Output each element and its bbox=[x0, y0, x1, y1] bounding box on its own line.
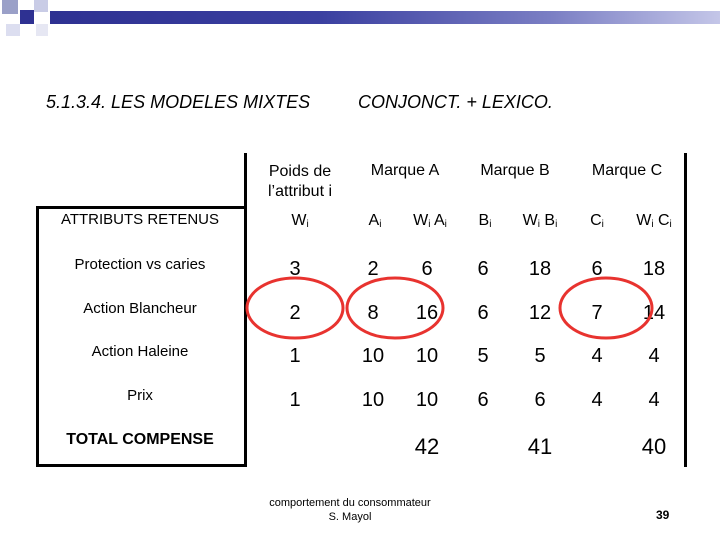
subheader-a-text: A bbox=[368, 212, 380, 229]
row-c: 7 bbox=[591, 302, 603, 324]
subheader-a-sub: i bbox=[379, 219, 382, 230]
row-w: 3 bbox=[289, 258, 301, 280]
subheader-wc-c-sub: i bbox=[669, 219, 672, 230]
total-c: 40 bbox=[641, 434, 667, 459]
row-label: Action Haleine bbox=[91, 343, 189, 360]
title-part2: CONJONCT. + LEXICO. bbox=[358, 92, 553, 112]
row-b: 6 bbox=[477, 258, 489, 280]
subheader-w-text: W bbox=[291, 212, 307, 229]
row-a: 10 bbox=[361, 389, 385, 411]
subheader-wa-a-sub: i bbox=[444, 219, 447, 230]
row-wb: 6 bbox=[534, 389, 546, 411]
subheader-b-sub: i bbox=[489, 219, 492, 230]
subheader-wa-w-sub: i bbox=[428, 219, 431, 230]
page-number: 39 bbox=[656, 508, 670, 522]
highlight-oval-marque-a bbox=[347, 278, 443, 338]
highlight-oval-poids bbox=[247, 278, 343, 338]
subheader-wa-a: A bbox=[430, 212, 445, 229]
subheader-wb-w-sub: i bbox=[537, 219, 540, 230]
subheader-c-text: C bbox=[590, 212, 602, 229]
header-marque-a: Marque A bbox=[370, 162, 440, 179]
row-wb: 5 bbox=[534, 345, 546, 367]
row-wb: 12 bbox=[528, 302, 552, 324]
row-wc: 14 bbox=[642, 302, 666, 324]
row-a: 8 bbox=[367, 302, 379, 324]
row-a: 2 bbox=[367, 258, 379, 280]
row-b: 5 bbox=[477, 345, 489, 367]
subheader-wc-w: W bbox=[636, 212, 652, 229]
row-a: 10 bbox=[361, 345, 385, 367]
header-marque-b: Marque B bbox=[480, 162, 550, 179]
header-marque-c: Marque C bbox=[591, 162, 663, 179]
row-w: 2 bbox=[289, 302, 301, 324]
highlight-oval-marque-c bbox=[560, 278, 652, 338]
row-label: Protection vs caries bbox=[74, 256, 206, 273]
slide-footer bbox=[240, 496, 460, 524]
header-poids-line1: Poids de bbox=[268, 163, 332, 180]
header-poids-line2: l’attribut i bbox=[267, 183, 333, 200]
row-wc: 4 bbox=[648, 345, 660, 367]
subheader-w-sub: i bbox=[306, 219, 309, 230]
subheader-wc-c: C bbox=[653, 212, 670, 229]
total-a: 42 bbox=[414, 434, 440, 459]
row-wb: 18 bbox=[528, 258, 552, 280]
row-c: 4 bbox=[591, 389, 603, 411]
footer-line1: comportement du consommateur bbox=[269, 497, 431, 509]
row-wa: 10 bbox=[415, 345, 439, 367]
subheader-wb-w: W bbox=[522, 212, 538, 229]
row-w: 1 bbox=[289, 345, 301, 367]
row-label: Action Blancheur bbox=[83, 300, 197, 317]
row-w: 1 bbox=[289, 389, 301, 411]
total-b: 41 bbox=[527, 434, 553, 459]
subheader-c-sub: i bbox=[601, 219, 604, 230]
subheader-wb-b: B bbox=[539, 212, 556, 229]
row-wc: 18 bbox=[642, 258, 666, 280]
row-label: Prix bbox=[127, 387, 153, 404]
attributs-retenus-label: ATTRIBUTS RETENUS bbox=[60, 211, 220, 228]
row-c: 6 bbox=[591, 258, 603, 280]
subheader-wc-w-sub: i bbox=[651, 219, 654, 230]
row-c: 4 bbox=[591, 345, 603, 367]
total-label: TOTAL COMPENSE bbox=[66, 431, 214, 448]
row-wc: 4 bbox=[648, 389, 660, 411]
subheader-wb-b-sub: i bbox=[555, 219, 558, 230]
footer-line2: S. Mayol bbox=[328, 511, 372, 523]
row-wa: 10 bbox=[415, 389, 439, 411]
subheader-b-text: B bbox=[478, 212, 490, 229]
subheader-wa-w: W bbox=[413, 212, 429, 229]
title-part1: 5.1.3.4. LES MODELES MIXTES bbox=[46, 92, 311, 112]
row-wa: 16 bbox=[415, 302, 439, 324]
row-b: 6 bbox=[477, 389, 489, 411]
row-b: 6 bbox=[477, 302, 489, 324]
row-wa: 6 bbox=[421, 258, 433, 280]
